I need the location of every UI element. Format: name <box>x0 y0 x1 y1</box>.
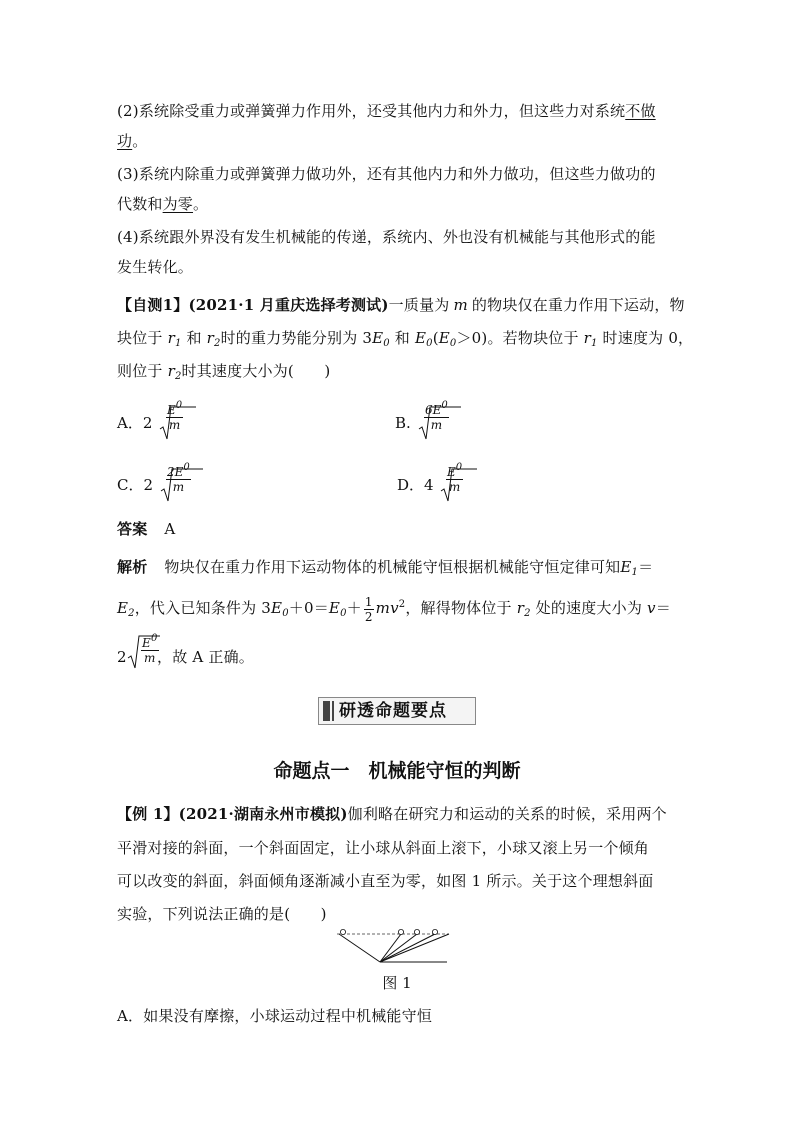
incline-medium <box>380 934 417 962</box>
paragraph-4-line-1 <box>117 226 656 248</box>
superscript: 0 <box>175 400 183 411</box>
fraction-one-half <box>362 595 376 624</box>
numerator <box>166 461 191 480</box>
subscript: 2 <box>524 608 531 619</box>
text: 平滑对接的斜面，一个斜面固定，让小球从斜面上滚下，小球又滚上另一个倾角 <box>117 839 650 857</box>
paragraph-4-line-2 <box>117 256 193 278</box>
analysis-line-1 <box>117 556 653 584</box>
math-var: r <box>516 599 525 617</box>
denominator: m <box>172 480 185 494</box>
text: ＋ <box>346 599 362 617</box>
ball <box>432 929 437 934</box>
section-bar-thin-icon <box>332 701 334 721</box>
text: ＝ <box>638 558 654 576</box>
denominator: m <box>430 418 443 432</box>
selftest-label: 【自测1】 <box>117 296 189 314</box>
math-expr: mv <box>375 599 399 617</box>
text: A．如果没有摩擦，小球运动过程中机械能守恒 <box>117 1007 433 1025</box>
example-line-3 <box>117 870 653 892</box>
math-var: m <box>453 296 468 314</box>
option-b[interactable] <box>395 400 462 443</box>
text: (4)系统跟外界没有发生机械能的传递，系统内、外也没有机械能与其他形式的能 <box>117 228 656 246</box>
math-var: r <box>583 329 592 347</box>
text: 的物块仅在重力作用下运动，物 <box>471 296 685 314</box>
text: E <box>167 403 176 417</box>
text: 时其速度大小为( ) <box>181 362 331 380</box>
example-label: 【例 1】 <box>117 805 179 823</box>
superscript: 0 <box>150 633 158 644</box>
text: ，故 A 正确。 <box>157 648 254 666</box>
answer-line <box>117 518 175 540</box>
subscript: 2 <box>128 608 135 619</box>
math-var: r <box>167 362 175 380</box>
numerator <box>424 399 449 418</box>
text: (3)系统内除重力或弹簧弹力做功外，还有其他内力和外力做功，但这些力做功的 <box>117 165 656 183</box>
answer-value: A <box>164 520 176 538</box>
math-var: r <box>167 329 175 347</box>
selftest-line-3 <box>117 360 330 388</box>
text: 可以改变的斜面，斜面倾角逐渐减小直至为零，如图 1 所示。关于这个理想斜面 <box>117 872 654 890</box>
math-var: E <box>271 599 283 617</box>
incline-shallow <box>380 934 435 962</box>
example-line-2 <box>117 837 649 859</box>
subscript: 0 <box>340 608 347 619</box>
paragraph-3-line-2 <box>117 193 208 215</box>
subscript: 0 <box>449 338 457 349</box>
math-var: E <box>414 329 427 347</box>
math-var: E <box>117 599 129 617</box>
selftest-line-1 <box>117 294 685 316</box>
text: 2E <box>167 465 184 479</box>
superscript: 0 <box>455 462 463 473</box>
example-source: (2021·湖南永州市模拟) <box>178 805 348 823</box>
text: ＝ <box>655 599 671 617</box>
text: 和 <box>186 329 202 347</box>
text: ，解得物体位于 <box>405 599 512 617</box>
superscript: 2 <box>398 599 406 610</box>
math-var: E <box>328 599 341 617</box>
fraction <box>164 461 193 494</box>
text: ，代入已知条件为 3 <box>134 599 272 617</box>
subscript: 1 <box>631 567 639 578</box>
section-title: 研透命题要点 <box>339 701 447 721</box>
numerator <box>166 399 183 418</box>
figure-caption: 图 1 <box>382 974 412 992</box>
paragraph-2-line-1 <box>117 100 656 122</box>
numerator: 1 <box>364 594 373 609</box>
subscript: 0 <box>383 338 390 349</box>
paragraph-2-line-2 <box>117 130 147 152</box>
superscript: 0 <box>441 400 448 411</box>
answer-label: 答案 <box>117 520 148 538</box>
subscript: 1 <box>174 338 182 349</box>
paragraph-3-line-1 <box>117 163 656 185</box>
option-a[interactable] <box>117 400 197 443</box>
analysis-label: 解析 <box>117 558 148 576</box>
math-var: E <box>620 558 632 576</box>
option-label: A．2 <box>117 414 153 432</box>
subscript: 1 <box>591 338 598 349</box>
example-line-1 <box>117 803 667 825</box>
denominator: 2 <box>364 609 373 624</box>
text: 伽利略在研究力和运动的关系的时候，采用两个 <box>347 805 667 823</box>
text: 实验，下列说法正确的是( ) <box>117 905 327 923</box>
subscript: 0 <box>426 338 433 349</box>
text: 一质量为 <box>388 296 450 314</box>
text: 发生转化。 <box>117 258 194 276</box>
option-label: B. <box>395 414 411 432</box>
text: ( <box>432 329 439 347</box>
text: 6E <box>425 403 442 417</box>
selftest-source: (2021·1 月重庆选择考测试) <box>188 296 389 314</box>
fraction <box>444 461 465 494</box>
text: (2)系统除受重力或弹簧弹力作用外，还受其他内力和外力，但这些力对系统 <box>117 102 626 120</box>
text: 时速度为 0， <box>602 329 694 347</box>
text: 代数和 <box>117 195 163 213</box>
math-var: r <box>206 329 215 347</box>
text: 物块仅在重力作用下运动物体的机械能守恒根据机械能守恒定律可知 <box>164 558 621 576</box>
fraction <box>422 399 451 432</box>
section-bar-icon <box>323 701 330 721</box>
math-var: E <box>372 329 384 347</box>
ball <box>398 929 403 934</box>
fraction <box>164 399 185 432</box>
text: ＋0＝ <box>288 599 329 617</box>
superscript: 0 <box>183 462 190 473</box>
example-line-4 <box>117 903 327 925</box>
fixed-incline <box>339 934 380 962</box>
text: 。 <box>132 132 148 150</box>
underlined-answer: 功 <box>117 132 133 150</box>
option-d[interactable] <box>397 462 478 505</box>
ball-start <box>340 929 345 934</box>
subscript: 2 <box>174 371 182 382</box>
selftest-line-2 <box>117 327 693 355</box>
option-label: C．2 <box>117 476 154 494</box>
text: ＞0)。若物块位于 <box>456 329 579 347</box>
denominator: m <box>143 651 156 665</box>
text: 则位于 <box>117 362 163 380</box>
denominator: m <box>168 418 181 432</box>
example-option-a[interactable] <box>117 1005 432 1027</box>
underlined-answer: 不做 <box>625 102 656 120</box>
option-c[interactable] <box>117 462 204 505</box>
text: E <box>142 636 151 650</box>
text: 块位于 <box>117 329 163 347</box>
inclined-plane-figure <box>335 928 455 966</box>
text: 2 <box>117 648 127 666</box>
subscript: 2 <box>214 338 221 349</box>
numerator <box>446 461 463 480</box>
analysis-line-3 <box>117 633 254 680</box>
analysis-line-2 <box>117 594 671 625</box>
denominator: m <box>448 480 461 494</box>
option-label: D．4 <box>397 476 434 494</box>
underlined-answer: 为零 <box>162 195 194 213</box>
math-var: E <box>438 329 450 347</box>
text: 和 <box>394 329 410 347</box>
numerator <box>141 632 159 651</box>
text: E <box>447 465 456 479</box>
section-title-box <box>318 697 476 725</box>
ball <box>414 929 419 934</box>
text: 。 <box>193 195 209 213</box>
math-var: v <box>647 599 656 617</box>
topic-heading: 命题点一 机械能守恒的判断 <box>273 760 521 782</box>
text: 时的重力势能分别为 3 <box>220 329 373 347</box>
text: 处的速度大小为 <box>535 599 643 617</box>
subscript: 0 <box>282 608 289 619</box>
